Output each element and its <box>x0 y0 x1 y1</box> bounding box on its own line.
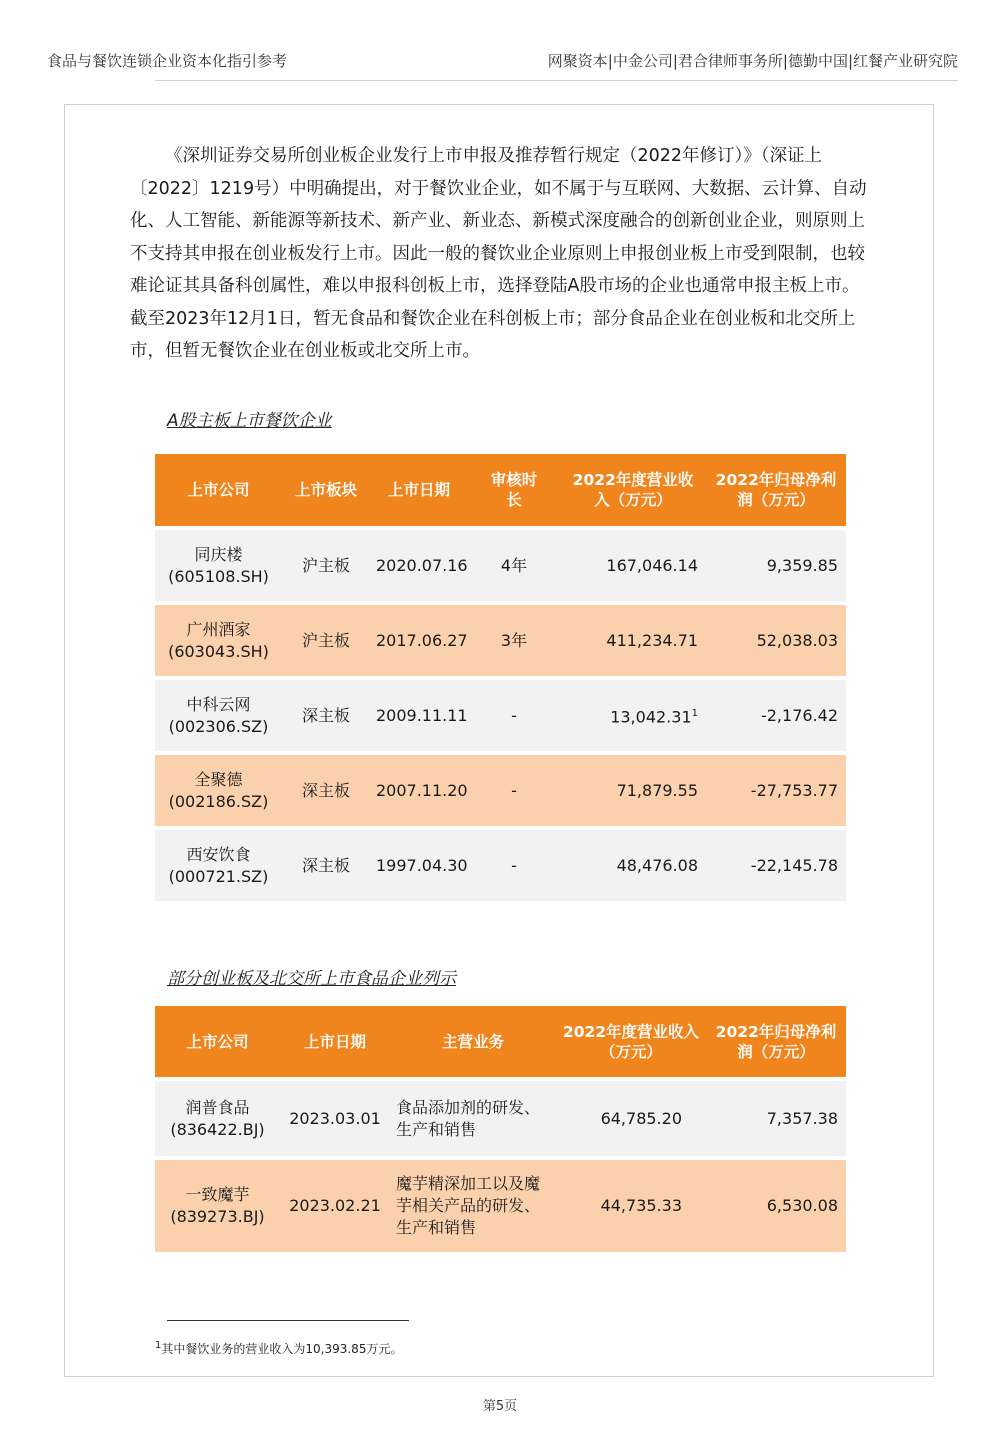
header-left: 食品与餐饮连锁企业资本化指引参考 <box>47 52 288 70</box>
company-name: 西安饮食 <box>186 844 251 864</box>
revenue-cell <box>560 755 706 826</box>
company-cell <box>155 1160 280 1252</box>
table2-title: 部分创业板及北交所上市食品企业列示 <box>167 969 456 989</box>
header-cell: 审核时长 <box>468 454 560 526</box>
header-cell: 2022年度营业收入（万元） <box>556 1006 706 1077</box>
company-name: 中科云网 <box>186 694 251 714</box>
table-row <box>155 605 846 676</box>
body-paragraph: 《深圳证券交易所创业板企业发行上市申报及推荐暂行规定（2022年修订）》（深证上〔2022〕1219号）中明确提出，对于餐饮业企业，如不属于与互联网、大数据、云计算、自动化、人工智能、新能源等新技术、新产业、新业态、新模式深度融合的创新创业企业，则原则上不支持其申报在创业板发行上市。因此一般的餐饮业企业原则上申报创业板上市受到限制，也较难论证其具备科创属性，难以申报科创板上市，选择登陆A股市场的企业也通常申报主板上市。截至2023年12月1日，暂无食品和餐饮企业在科创板上市；部分食品企业在创业板和北交所上市，但暂无餐饮企业在创业板或北交所上市。 <box>130 146 867 361</box>
company-code: (839273.BJ) <box>170 1207 265 1226</box>
revenue-value: 48,476.08 <box>616 855 698 875</box>
profit-cell: 6,530.08 <box>706 1160 846 1252</box>
header-cell: 2022年归母净利润（万元） <box>706 1006 846 1077</box>
revenue-value: 13,042.31 <box>610 707 692 727</box>
company-name: 广州酒家 <box>186 619 251 639</box>
revenue-cell <box>560 530 706 601</box>
table-row <box>155 1081 846 1156</box>
profit-cell: 7,357.38 <box>706 1081 846 1156</box>
header-cell: 2022年归母净利润（万元） <box>706 454 846 526</box>
company-cell <box>155 755 282 826</box>
revenue-cell <box>560 605 706 676</box>
duration-cell: - <box>468 680 560 751</box>
table-row <box>155 680 846 751</box>
profit-cell: -22,145.78 <box>706 830 846 901</box>
business-cell: 魔芋精深加工以及魔芋相关产品的研发、生产和销售 <box>390 1160 556 1252</box>
header-cell: 上市公司 <box>155 1006 280 1077</box>
duration-cell: 3年 <box>468 605 560 676</box>
revenue-cell <box>560 680 706 751</box>
header-cell: 主营业务 <box>390 1006 556 1077</box>
date-cell: 2007.11.20 <box>370 755 468 826</box>
company-cell <box>155 530 282 601</box>
date-cell: 2023.03.01 <box>280 1081 390 1156</box>
header-cell: 2022年度营业收入（万元） <box>560 454 706 526</box>
board-cell: 沪主板 <box>282 530 370 601</box>
footnote <box>155 1340 402 1357</box>
profit-cell: -27,753.77 <box>706 755 846 826</box>
revenue-cell: 44,735.33 <box>556 1160 706 1252</box>
header-cell: 上市板块 <box>282 454 370 526</box>
date-cell: 2009.11.11 <box>370 680 468 751</box>
table-main-board-restaurants <box>155 450 846 905</box>
duration-cell: - <box>468 755 560 826</box>
page-number: 第5页 <box>482 1399 518 1414</box>
header-divider <box>155 80 958 81</box>
header-cell: 上市公司 <box>155 454 282 526</box>
footnote-marker: 1 <box>155 1340 162 1351</box>
table-row <box>155 755 846 826</box>
board-cell: 深主板 <box>282 680 370 751</box>
table-header-row <box>155 454 846 526</box>
duration-cell: - <box>468 830 560 901</box>
business-cell: 食品添加剂的研发、生产和销售 <box>390 1081 556 1156</box>
revenue-value: 411,234.71 <box>606 630 698 650</box>
profit-cell: 52,038.03 <box>706 605 846 676</box>
table1-title: A股主板上市餐饮企业 <box>167 411 332 431</box>
company-code: (603043.SH) <box>168 641 269 661</box>
revenue-value: 71,879.55 <box>616 780 698 800</box>
header-right: 网聚资本|中金公司|君合律师事务所|德勤中国|红餐产业研究院 <box>547 52 958 70</box>
revenue-cell: 64,785.20 <box>556 1081 706 1156</box>
company-code: (000721.SZ) <box>168 866 269 886</box>
company-code: (836422.BJ) <box>170 1119 265 1139</box>
company-cell <box>155 680 282 751</box>
date-cell: 2017.06.27 <box>370 605 468 676</box>
profit-cell: -2,176.42 <box>706 680 846 751</box>
footnote-divider <box>167 1320 409 1321</box>
footnote-text: 其中餐饮业务的营业收入为10,393.85万元。 <box>161 1342 403 1356</box>
board-cell: 沪主板 <box>282 605 370 676</box>
table-growth-board-food-companies <box>155 1002 846 1256</box>
company-name: 一致魔芋 <box>185 1185 250 1204</box>
company-cell <box>155 605 282 676</box>
company-code: (002186.SZ) <box>168 791 269 811</box>
board-cell: 深主板 <box>282 755 370 826</box>
company-cell <box>155 1081 280 1156</box>
table-row <box>155 830 846 901</box>
company-cell <box>155 830 282 901</box>
date-cell: 2023.02.21 <box>280 1160 390 1252</box>
company-name: 同庆楼 <box>194 544 243 564</box>
company-name: 润普食品 <box>185 1097 250 1117</box>
date-cell: 2020.07.16 <box>370 530 468 601</box>
table-row <box>155 1160 846 1252</box>
profit-cell: 9,359.85 <box>706 530 846 601</box>
company-name: 全聚德 <box>194 769 243 789</box>
company-code: (002306.SZ) <box>168 716 269 736</box>
duration-cell: 4年 <box>468 530 560 601</box>
revenue-value: 167,046.14 <box>606 555 698 575</box>
revenue-cell <box>560 830 706 901</box>
footnote-reference[interactable]: 1 <box>691 707 698 719</box>
board-cell: 深主板 <box>282 830 370 901</box>
company-code: (605108.SH) <box>168 566 269 586</box>
table-header-row <box>155 1006 846 1077</box>
date-cell: 1997.04.30 <box>370 830 468 901</box>
table-row <box>155 530 846 601</box>
header-cell: 上市日期 <box>370 454 468 526</box>
header-cell: 上市日期 <box>280 1006 390 1077</box>
